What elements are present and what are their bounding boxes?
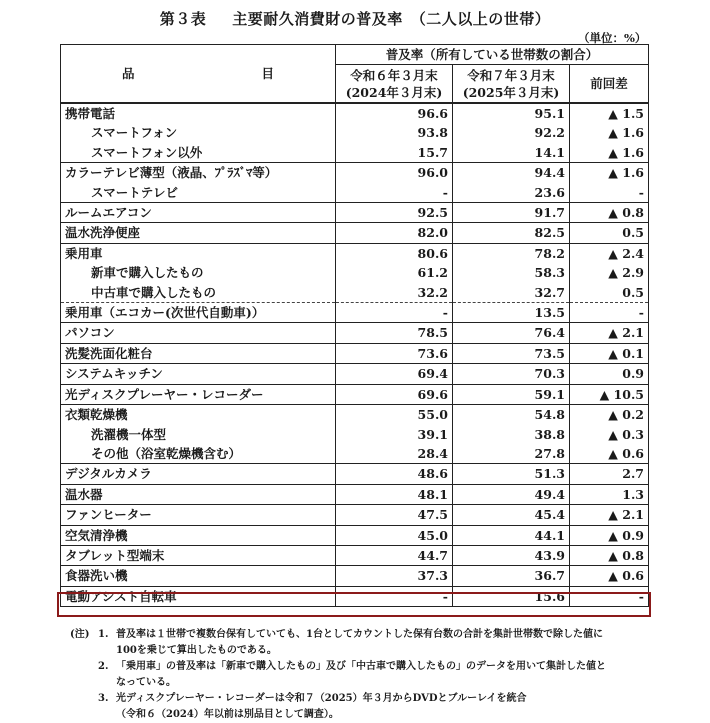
value-2024: 44.7 (336, 545, 453, 565)
value-diff: 0.5 (570, 283, 649, 303)
value-2025: 95.1 (453, 103, 570, 123)
table-row (61, 384, 649, 404)
value-2025: 82.5 (453, 223, 570, 243)
value-2025: 13.5 (453, 303, 570, 323)
table-row (61, 283, 649, 303)
table-row (61, 444, 649, 464)
item-name: 電動アシスト自転車 (61, 586, 336, 606)
value-2025: 49.4 (453, 484, 570, 504)
value-diff: ▲ 2.9 (570, 263, 649, 282)
table-row (61, 484, 649, 504)
value-diff: 2.7 (570, 464, 649, 484)
value-2025: 32.7 (453, 283, 570, 303)
value-2024: 45.0 (336, 525, 453, 545)
table-number: 第３表 (159, 10, 207, 28)
value-diff: ▲ 10.5 (570, 384, 649, 404)
value-2025: 14.1 (453, 143, 570, 163)
item-name: 新車で購入したもの (61, 263, 336, 282)
item-name: その他（浴室乾燥機含む） (61, 444, 336, 464)
table-row (61, 545, 649, 565)
value-diff: ▲ 0.2 (570, 405, 649, 425)
item-name: 洗髪洗面化粧台 (61, 343, 336, 363)
value-2025: 94.4 (453, 163, 570, 183)
value-2025: 58.3 (453, 263, 570, 282)
item-name: ルームエアコン (61, 203, 336, 223)
value-2025: 92.2 (453, 123, 570, 142)
value-2024: 73.6 (336, 343, 453, 363)
value-2024: 92.5 (336, 203, 453, 223)
value-2025: 51.3 (453, 464, 570, 484)
value-2025: 43.9 (453, 545, 570, 565)
value-2024: 47.5 (336, 505, 453, 525)
value-2024: 78.5 (336, 323, 453, 343)
table-row (61, 343, 649, 363)
table-row (61, 203, 649, 223)
value-2024: - (336, 586, 453, 606)
table-row (61, 525, 649, 545)
durable-goods-table (60, 44, 649, 607)
value-diff: 1.3 (570, 484, 649, 504)
table-row (61, 464, 649, 484)
header-item: 品 目 (61, 45, 336, 104)
footnote-3-cont: （令和６（2024）年以前は別品目として調査）。 (116, 709, 339, 720)
table-title (0, 8, 710, 29)
value-2024: 15.7 (336, 143, 453, 163)
table-row (61, 303, 649, 323)
table-row (61, 586, 649, 606)
value-diff: ▲ 0.8 (570, 203, 649, 223)
footnotes (70, 627, 606, 723)
value-diff: - (570, 586, 649, 606)
table-row (61, 143, 649, 163)
item-name: タブレット型端末 (61, 545, 336, 565)
item-name: 洗濯機一体型 (61, 425, 336, 444)
item-name: 温水器 (61, 484, 336, 504)
unit-label: （単位：%） (578, 31, 647, 45)
value-2025: 15.6 (453, 586, 570, 606)
value-diff: - (570, 303, 649, 323)
value-2025: 44.1 (453, 525, 570, 545)
item-name: 携帯電話 (61, 103, 336, 123)
item-name: スマートフォン以外 (61, 143, 336, 163)
table-row (61, 163, 649, 183)
value-2025: 23.6 (453, 183, 570, 203)
value-2024: 28.4 (336, 444, 453, 464)
value-2024: 39.1 (336, 425, 453, 444)
value-2024: 48.1 (336, 484, 453, 504)
value-2024: 93.8 (336, 123, 453, 142)
value-diff: ▲ 0.6 (570, 444, 649, 464)
item-name: ファンヒーター (61, 505, 336, 525)
value-diff: ▲ 2.4 (570, 243, 649, 263)
table-row (61, 263, 649, 282)
value-2025: 91.7 (453, 203, 570, 223)
value-diff: ▲ 0.9 (570, 525, 649, 545)
value-2025: 59.1 (453, 384, 570, 404)
value-diff: ▲ 0.6 (570, 566, 649, 586)
item-name: スマートフォン (61, 123, 336, 142)
table-row (61, 425, 649, 444)
value-diff: 0.9 (570, 364, 649, 384)
value-2025: 73.5 (453, 343, 570, 363)
footnote-2-cont: なっている。 (116, 677, 176, 688)
header-curr: 令和７年３月末 (2025年３月末) (453, 65, 570, 104)
value-diff: ▲ 0.1 (570, 343, 649, 363)
value-diff: ▲ 2.1 (570, 323, 649, 343)
table-row (61, 123, 649, 142)
value-diff: ▲ 1.6 (570, 163, 649, 183)
value-2024: - (336, 303, 453, 323)
item-name: 食器洗い機 (61, 566, 336, 586)
value-diff: 0.5 (570, 223, 649, 243)
value-2024: 96.6 (336, 103, 453, 123)
table-row (61, 323, 649, 343)
value-2024: 96.0 (336, 163, 453, 183)
value-2024: 82.0 (336, 223, 453, 243)
header-diff: 前回差 (570, 65, 649, 104)
value-2024: 80.6 (336, 243, 453, 263)
table-row (61, 103, 649, 123)
item-name: 中古車で購入したもの (61, 283, 336, 303)
item-name: スマートテレビ (61, 183, 336, 203)
value-2024: 32.2 (336, 283, 453, 303)
value-2024: 69.6 (336, 384, 453, 404)
item-name: パソコン (61, 323, 336, 343)
value-2025: 27.8 (453, 444, 570, 464)
table-row (61, 223, 649, 243)
value-diff: ▲ 0.3 (570, 425, 649, 444)
value-diff: - (570, 183, 649, 203)
value-diff: ▲ 0.8 (570, 545, 649, 565)
footnote-1-cont: 100を乗じて算出したものである。 (116, 645, 277, 656)
value-2024: 37.3 (336, 566, 453, 586)
item-name: 光ディスクプレーヤー・レコーダー (61, 384, 336, 404)
value-diff: ▲ 1.6 (570, 143, 649, 163)
value-2025: 78.2 (453, 243, 570, 263)
value-2025: 36.7 (453, 566, 570, 586)
header-prev: 令和６年３月末 (2024年３月末) (336, 65, 453, 104)
table-row (61, 566, 649, 586)
value-2025: 76.4 (453, 323, 570, 343)
value-diff: ▲ 1.5 (570, 103, 649, 123)
value-2025: 38.8 (453, 425, 570, 444)
item-name: 衣類乾燥機 (61, 405, 336, 425)
table-body (61, 103, 649, 607)
table-title-text: 主要耐久消費財の普及率 （二人以上の世帯） (232, 10, 551, 28)
footnote-3: 3. 光ディスクプレーヤー・レコーダーは令和７（2025）年３月からDVDとブルーレイを統合 (98, 693, 527, 704)
item-name: カラーテレビ薄型（液晶、ﾌﾟﾗｽﾞﾏ等） (61, 163, 336, 183)
table-row (61, 183, 649, 203)
value-2024: 61.2 (336, 263, 453, 282)
footnote-1: (注) 1. 普及率は１世帯で複数台保有していても、1台としてカウントした保有台数の合計を集計世帯数で除した値に (70, 629, 603, 640)
value-2024: 55.0 (336, 405, 453, 425)
value-2024: - (336, 183, 453, 203)
item-name: 空気清浄機 (61, 525, 336, 545)
value-diff: ▲ 2.1 (570, 505, 649, 525)
value-diff: ▲ 1.6 (570, 123, 649, 142)
table-row (61, 364, 649, 384)
header-group: 普及率（所有している世帯数の割合） (336, 45, 649, 65)
item-name: デジタルカメラ (61, 464, 336, 484)
value-2024: 69.4 (336, 364, 453, 384)
item-name: 乗用車 (61, 243, 336, 263)
value-2025: 70.3 (453, 364, 570, 384)
value-2025: 54.8 (453, 405, 570, 425)
footnote-2: 2. 「乗用車」の普及率は「新車で購入したもの」及び「中古車で購入したもの」のデータを用いて集計した値と (98, 661, 606, 672)
value-2024: 48.6 (336, 464, 453, 484)
table-row (61, 505, 649, 525)
item-name: 乗用車（エコカー(次世代自動車)） (61, 303, 336, 323)
item-name: 温水洗浄便座 (61, 223, 336, 243)
item-name: システムキッチン (61, 364, 336, 384)
value-2025: 45.4 (453, 505, 570, 525)
table-row (61, 243, 649, 263)
table-row (61, 405, 649, 425)
